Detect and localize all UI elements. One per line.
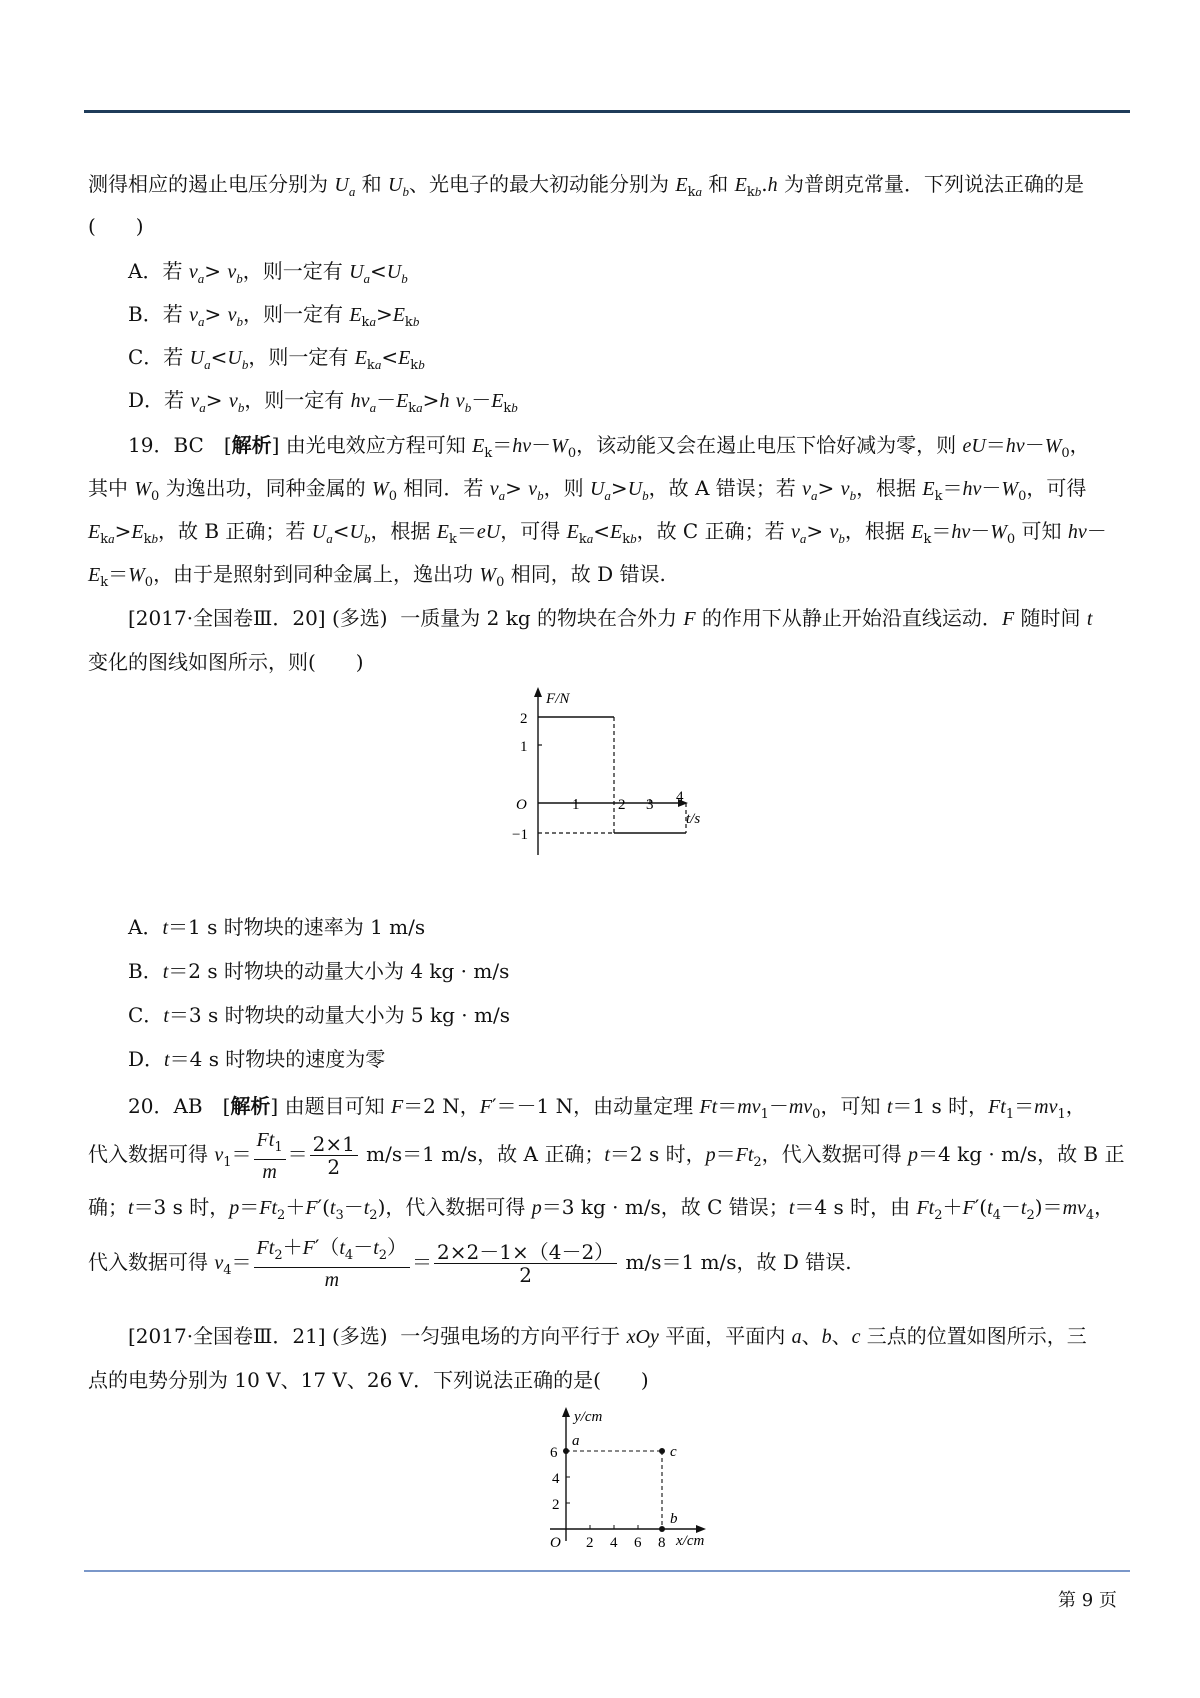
q20-stem-line1: [2017·全国卷Ⅲ．20] (多选) 一质量为 2 kg 的物块在合外力 F 的作用下从静止开始沿直线运动．F 随时间 t — [128, 606, 1093, 630]
y-tick-label: 1 — [520, 739, 528, 755]
fraction: $\frac{2\times 2-1\times(4-2)}{2}$ — [434, 1241, 617, 1286]
a19-line2: 其中 $W_0$ 为逸出功，同种金属的 $W_0$ 相同．若 $\nu_a> \nu_b$，则 $U_a>U_b$，故 A 错误；若 $\nu_a> \nu_b$，根据 $E_k=h\nu-W_0$，可得 — [88, 476, 1087, 504]
x-tick-label: 4 — [676, 789, 684, 805]
y-axis-arrow — [534, 687, 542, 697]
a19-line4: $E_k=W_0$，由于是照射到同种金属上，逸出功 $W_0$ 相同，故 D 错误. — [88, 562, 666, 590]
x-axis-label: x/cm — [676, 1533, 705, 1549]
fraction: $\frac{2\times 1}{2}$ — [310, 1133, 358, 1178]
x-tick-label: 8 — [658, 1535, 666, 1551]
point-b-label: b — [670, 1511, 678, 1527]
y-tick-label: 2 — [520, 711, 528, 727]
q18-stem-line2: ( ) — [88, 214, 144, 238]
a19-line3: $E_{ka}>E_{kb}$，故 B 正确；若 $U_a<U_b$，根据 $E_k=eU$，可得 $E_{ka}<E_{kb}$，故 C 正确；若 $\nu_a> \nu_b$，根据 $E_k=h\nu-W_0$ 可知 hν－ — [88, 519, 1107, 547]
x-tick-label: 3 — [646, 797, 654, 813]
q18-option-d: D．若 $\nu_a> \nu_b$，则一定有 $h\nu_a-E_{ka}>h$ $\nu_b-E_{kb}$ — [128, 388, 518, 416]
q18-stem-line1: 测得相应的遏止电压分别为 $U_a$ 和 $U_b$、光电子的最大初动能分别为 $E_{ka}$ 和 $E_{kb}.h$ 为普朗克常量．下列说法正确的是 — [88, 172, 1084, 200]
fraction: $\frac{Ft_1}{m}$ — [254, 1128, 286, 1183]
origin-label: O — [516, 797, 527, 813]
point-a-label: a — [572, 1433, 580, 1449]
q20-option-c: C．t＝3 s 时物块的动量大小为 5 kg · m/s — [128, 1003, 510, 1027]
q18-option-b: B．若 $\nu_a> \nu_b$，则一定有 $E_{ka}>E_{kb}$ — [128, 302, 420, 330]
x-tick-label: 6 — [634, 1535, 642, 1551]
y-tick-label: 6 — [550, 1445, 558, 1461]
page-number: 第 9 页 — [1058, 1590, 1117, 1611]
y-tick-label: −1 — [512, 827, 528, 843]
y-tick-label: 4 — [552, 1471, 560, 1487]
point-b — [659, 1526, 665, 1532]
q18-option-c: C．若 $U_a<U_b$，则一定有 $E_{ka}<E_{kb}$ — [128, 345, 425, 373]
y-axis-arrow — [562, 1407, 570, 1417]
q20-option-b: B．t＝2 s 时物块的动量大小为 4 kg · m/s — [128, 959, 510, 983]
origin-label: O — [550, 1535, 561, 1551]
x-tick-label: 1 — [572, 797, 580, 813]
q20-stem-line2: 变化的图线如图所示，则( ) — [88, 650, 364, 674]
point-a — [563, 1448, 569, 1454]
y-axis-label: F/N — [546, 691, 570, 707]
q21-stem-line1: [2017·全国卷Ⅲ．21] (多选) 一匀强电场的方向平行于 xOy 平面，平面内 a、b、c 三点的位置如图所示，三 — [128, 1324, 1087, 1348]
header-rule — [84, 110, 1130, 113]
a20-line3: 确；t＝3 s 时，$p=Ft_2+F'(t_3-t_2)$，代入数据可得 p＝3 kg · m/s，故 C 错误；t＝4 s 时，由 $Ft_2+F'(t_4-t_2)=mv_4$， — [88, 1195, 1115, 1223]
a20-line2: 代入数据可得 $v_1=$ $\frac{Ft_1}{m}$ ＝ $\frac{2\times 1}{2}$ m/s＝1 m/s，故 A 正确；t＝2 s 时，$p=Ft_2$，代入数据可得 p＝4 kg · m/s，故 B 正 — [88, 1129, 1125, 1183]
a20-line1: 20．AB [解析] 由题目可知 F＝2 N，F′＝－1 N，由动量定理 $Ft=mv_1-mv_0$，可知 t＝1 s 时，$Ft_1=mv_1$， — [128, 1094, 1086, 1122]
q20-option-a: A．t＝1 s 时物块的速率为 1 m/s — [128, 915, 426, 939]
q20-option-d: D．t＝4 s 时物块的速度为零 — [128, 1047, 386, 1071]
x-tick-label: 4 — [610, 1535, 618, 1551]
footer-rule — [84, 1570, 1130, 1572]
y-axis-label: y/cm — [574, 1409, 603, 1425]
x-tick-label: 2 — [586, 1535, 594, 1551]
y-tick-label: 2 — [552, 1497, 560, 1513]
a20-line4: 代入数据可得 $v_4=$ $\frac{Ft_2+F'(t_4-t_2)}{m}$ ＝ $\frac{2\times 2-1\times(4-2)}{2}$ m/s＝1 m/s，故 D 错误. — [88, 1235, 852, 1291]
q18-option-a: A．若 $\nu_a> \nu_b$，则一定有 $U_a<U_b$ — [128, 259, 408, 286]
x-axis-arrow — [696, 1525, 706, 1533]
x-axis-label: t/s — [686, 811, 701, 827]
q21-coordinate-figure — [530, 1405, 730, 1555]
a19-line1: 19．BC [解析] 由光电效应方程可知 $E_k=h\nu-W_0$，该动能又会在遏止电压下恰好减为零，则 $eU=h\nu-W_0$， — [128, 433, 1090, 461]
x-tick-label: 2 — [618, 797, 626, 813]
point-c — [659, 1448, 665, 1454]
fraction: $\frac{Ft_2+F'(t_4-t_2)}{m}$ — [254, 1236, 411, 1291]
point-c-label: c — [670, 1444, 677, 1460]
q21-stem-line2: 点的电势分别为 10 V、17 V、26 V．下列说法正确的是( ) — [88, 1368, 649, 1392]
q20-force-time-graph — [504, 685, 744, 865]
